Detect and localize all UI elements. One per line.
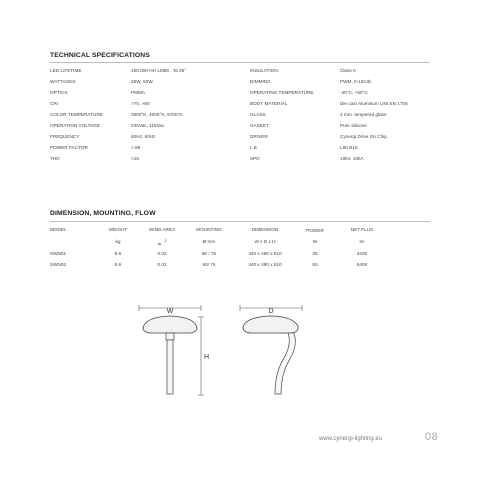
spec-value: 3000°K, 4000°K, 5700°K (131, 112, 183, 117)
spec-value: >.99 (131, 145, 141, 150)
table-cell: 440 x 490 x 510 (248, 262, 282, 267)
spec-value: 10kV, 10kA (340, 156, 364, 161)
column-header: MOUNTING (196, 227, 222, 232)
page-number: 08 (425, 431, 439, 443)
table-cell: SWN02 (50, 262, 67, 267)
table-cell: 60/ 76 (202, 262, 216, 267)
table-cell: 25 (312, 251, 318, 256)
dimension-heading: DIMENSION, MOUNTING, FLOW (50, 210, 156, 217)
tech-spec-heading: TECHNICAL SPECIFICATIONS (50, 52, 150, 59)
table-cell: 0.02 (157, 251, 167, 256)
column-header: POWER (306, 228, 324, 233)
spec-value: PWM, 0-10Vdc (340, 79, 372, 84)
table-cell: 3200 (356, 251, 368, 256)
spec-key: OPERATING TEMPERATURE (250, 90, 314, 95)
table-cell: 6400 (356, 262, 368, 267)
column-header: WIND AREA (148, 227, 176, 232)
spec-key: OPERATION VOLTAGE (50, 123, 101, 128)
column-header: WEIGHT (108, 227, 128, 232)
spec-key: CRI (50, 101, 59, 106)
table-cell: 8.6 (114, 262, 122, 267)
spec-value: <15 (131, 156, 139, 161)
spec-key: WATTAGES (50, 79, 76, 84)
width-label: W (166, 308, 174, 315)
spec-value: 25W, 50W, (131, 79, 154, 84)
spec-value: Pure silicone (340, 123, 367, 128)
website-url: www.cynergi-lighting.eu (319, 436, 383, 442)
spec-key: BODY MATERIAL (250, 101, 288, 106)
unit-cell: lm (359, 239, 365, 244)
spec-key: SPD (250, 156, 260, 161)
spec-key: DRIVER (250, 134, 268, 139)
spec-key: THD (50, 156, 60, 161)
spec-value: -40°C, +50°C (340, 90, 368, 95)
spec-value: Die cast Aluminum UNI EN 1706 (340, 101, 408, 106)
spec-value: 230Vac, 115Vac (131, 123, 165, 128)
spec-key: OPTICS (50, 90, 68, 95)
spec-value: >70, >80 (131, 101, 150, 106)
spec-key: DIMMING (250, 79, 271, 84)
spec-key: GASKET (250, 123, 270, 128)
unit-cell: W x D x H (254, 239, 276, 244)
height-label: H (204, 354, 210, 361)
height-dimension (198, 317, 209, 395)
depth-label: D (268, 308, 274, 315)
spec-value: Cynergi Drive On Chip (340, 134, 387, 139)
unit-cell: W (312, 239, 318, 244)
unit-text: m (157, 241, 162, 247)
spec-key: GLASS (250, 112, 266, 117)
spec-key: LED LIFETIME (50, 68, 82, 73)
spec-key: COLOR TEMPERATURE (50, 112, 103, 117)
spec-key: L B (250, 145, 257, 150)
spec-value: 4 mm. tempered glass (340, 112, 387, 117)
spec-value: Class II (340, 68, 356, 73)
unit-superscript: 2 (164, 239, 167, 243)
spec-value: PMMA (131, 90, 146, 95)
spec-key: FREQUENCY (50, 134, 80, 139)
table-cell: 60 / 76 (201, 251, 217, 256)
table-cell: 440 x 490 x 510 (248, 251, 282, 256)
front-view-drawing (139, 305, 201, 394)
side-view-drawing (240, 305, 302, 394)
unit-cell: Ø mm (202, 239, 216, 244)
column-header: NET FLUX (350, 227, 374, 232)
column-header: MODEL (50, 227, 67, 232)
table-cell: 50 (312, 262, 318, 267)
spec-value: 50Hz, 60Hz (131, 134, 156, 139)
unit-cell: kg (115, 239, 121, 244)
spec-key: POWER FACTOR (50, 145, 88, 150)
spec-value: L80 B10 (340, 145, 358, 150)
spec-value: 100,000 HH LM80 , Ta 25° (131, 68, 187, 73)
table-cell: 0.02 (157, 262, 167, 267)
column-header: DIMENSION (251, 227, 279, 232)
spec-key: INSULATION (250, 68, 278, 73)
table-cell: SWN01 (50, 251, 67, 256)
table-cell: 8.6 (114, 251, 122, 256)
